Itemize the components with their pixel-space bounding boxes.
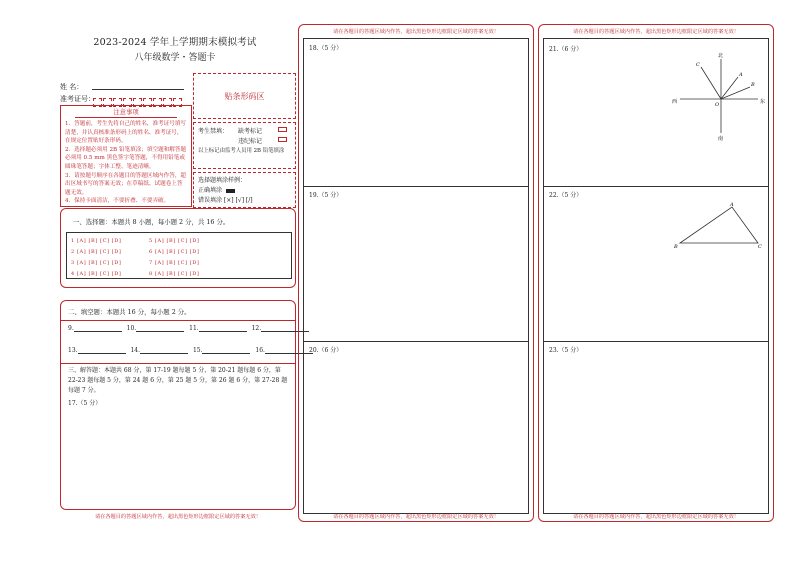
blank-13[interactable] (78, 347, 126, 354)
section3-title: 三、解答题：本题共 68 分，第 17-19 题每题 5 分，第 20-21 题每题 6 分，第 22-23 题每题 5 分，第 24 题 6 分，第 25 题 5 分，第 26 题 6 分，第 27-28 题每题 7 分。 (68, 367, 288, 394)
q20-answer-area[interactable] (304, 354, 528, 512)
point-c-label: C (696, 62, 700, 68)
section2-panel (60, 300, 296, 510)
q19-answer-area[interactable] (304, 199, 528, 339)
blank-label: 16. (255, 347, 265, 354)
divider (61, 363, 295, 364)
ray-oc (701, 67, 721, 99)
q22-label: 22.（5 分） (549, 192, 583, 199)
exam-no-label: 准考证号： (60, 95, 95, 103)
vertex-b-label: B (674, 244, 678, 250)
status-label: 考生禁填： (198, 128, 229, 135)
warning-right-top: 请在各题目的答题区域内作答，超出黑色矩形边框限定区域的答案无效！ (572, 29, 739, 35)
north-label: 北 (718, 53, 724, 59)
barcode-area (193, 73, 296, 119)
choice-row-4[interactable]: 4 [A] [B] [C] [D] (71, 271, 122, 277)
name-label: 姓 名： (60, 83, 84, 91)
warning-right-bottom: 请在各题目的答题区域内作答，超出黑色矩形边框限定区域的答案无效！ (572, 514, 739, 520)
warning-middle-bottom: 请在各题目的答题区域内作答，超出黑色矩形边框限定区域的答案无效！ (332, 514, 499, 520)
choice-row-2[interactable]: 2 [A] [B] [C] [D] (71, 249, 122, 255)
page-subtitle (55, 50, 295, 63)
notice-item: 1．答题前，考生先将自己的姓名，准考证号填写清楚，并认真核准条形码上的姓名、准考证号，在规定位置贴好条形码。 (65, 121, 187, 145)
barcode-label: 贴条形码区 (224, 92, 265, 101)
blank-label: 10. (126, 325, 137, 332)
blank-14[interactable] (140, 347, 188, 354)
blank-label: 12. (251, 325, 262, 332)
blank-label: 13. (68, 347, 78, 354)
blank-row-1 (68, 325, 309, 332)
divider (304, 186, 528, 187)
absent-label: 缺考标记 (238, 128, 263, 135)
divider (304, 341, 528, 342)
fill-correct-row (198, 185, 235, 194)
blank-9[interactable] (74, 325, 122, 332)
choice-row-1[interactable]: 1 [A] [B] [C] [D] (71, 238, 122, 244)
middle-panel (298, 24, 534, 522)
blank-11[interactable] (199, 325, 247, 332)
notice-title: 注意事项 (75, 106, 177, 118)
choice-row-3[interactable]: 3 [A] [B] [C] [D] (71, 260, 122, 266)
q23-label: 23.（5 分） (549, 347, 583, 354)
status-box (193, 122, 296, 169)
divider (544, 341, 768, 342)
q23-answer-area[interactable] (544, 354, 768, 512)
section1-title: 一、选择题：本题共 8 小题，每小题 2 分，共 16 分。 (73, 218, 230, 226)
vertex-c-label: C (758, 244, 762, 250)
divider (61, 320, 295, 321)
cheat-checkbox[interactable] (278, 137, 287, 142)
choice-row-7[interactable]: 7 [A] [B] [C] [D] (149, 260, 200, 266)
triangle-figure (672, 201, 764, 251)
blank-label: 11. (189, 325, 199, 332)
point-o-label: O (715, 102, 720, 108)
q20-label: 20.（6 分） (309, 347, 343, 354)
blank-row-2 (68, 347, 313, 354)
middle-answer-frame (303, 38, 529, 514)
q19-label: 19.（5 分） (309, 192, 343, 199)
filled-mark-icon (226, 189, 235, 193)
q21-label: 21.（6 分） (549, 46, 583, 53)
status-note: 以上标记由监考人员用 2B 铅笔填涂 (198, 148, 285, 154)
warning-middle-top: 请在各题目的答题区域内作答，超出黑色矩形边框限定区域的答案无效！ (332, 29, 499, 35)
choice-row-6[interactable]: 6 [A] [B] [C] [D] (149, 249, 200, 255)
fill-correct-label: 正确填涂 (198, 187, 223, 194)
triangle-abc (680, 207, 758, 243)
fill-wrong-label: 错误填涂 [×] [√] [/] (198, 197, 253, 204)
notice-box (60, 105, 192, 207)
page-title: 2023-2024 学年上学期期末模拟考试 (93, 37, 257, 48)
warning-left: 请在各题目的答题区域内作答，超出黑色矩形边框限定区域的答案无效！ (94, 514, 261, 520)
q18-label: 18.（5 分） (309, 45, 343, 52)
section2-title: 二、填空题：本题共 16 分，每小题 2 分。 (68, 308, 191, 316)
q18-answer-area[interactable] (304, 51, 528, 185)
divider (544, 186, 768, 187)
absent-checkbox[interactable] (278, 127, 287, 132)
choice-row-8[interactable]: 8 [A] [B] [C] [D] (149, 271, 200, 277)
notice-item: 4．保持卡面清洁，不要折叠、不要弄破。 (65, 198, 170, 205)
blank-label: 15. (192, 347, 203, 354)
subtitle-text: 八年级数学・答题卡 (134, 53, 216, 63)
south-label: 南 (718, 136, 724, 142)
right-answer-frame (543, 38, 769, 514)
blank-label: 9. (68, 325, 74, 332)
compass-figure (672, 47, 768, 142)
cheat-label: 违纪标记 (238, 138, 263, 145)
vertex-a-label: A (730, 202, 734, 208)
fill-example-title: 选择题填涂样例： (198, 177, 247, 184)
choice-row-5[interactable]: 5 [A] [B] [C] [D] (149, 238, 200, 244)
notice-item: 2．选择题必须用 2B 铅笔填涂；填空题和解答题必须用 0.5 mm 黑色签字笔答题，不得用铅笔或圆珠笔答题；字体工整、笔迹清晰。 (65, 146, 187, 170)
right-panel (538, 24, 774, 522)
q17-label: 17.（5 分） (68, 400, 102, 407)
east-label: 东 (760, 99, 766, 105)
section1-panel (60, 208, 296, 288)
name-line[interactable] (92, 89, 184, 90)
choice-grid (66, 232, 292, 279)
blank-10[interactable] (136, 325, 184, 332)
q17-answer-area[interactable] (64, 407, 292, 503)
point-a-label: A (739, 72, 743, 78)
west-label: 西 (672, 99, 678, 105)
point-b-label: B (751, 82, 755, 88)
fill-example-box (193, 172, 296, 208)
blank-15[interactable] (202, 347, 250, 354)
blank-label: 14. (130, 347, 141, 354)
notice-item: 3．请按题号顺序在各题目的答题区域内作答，超出区域书写的答案无效；在草稿纸、试题卷上答题无效。 (65, 172, 187, 196)
